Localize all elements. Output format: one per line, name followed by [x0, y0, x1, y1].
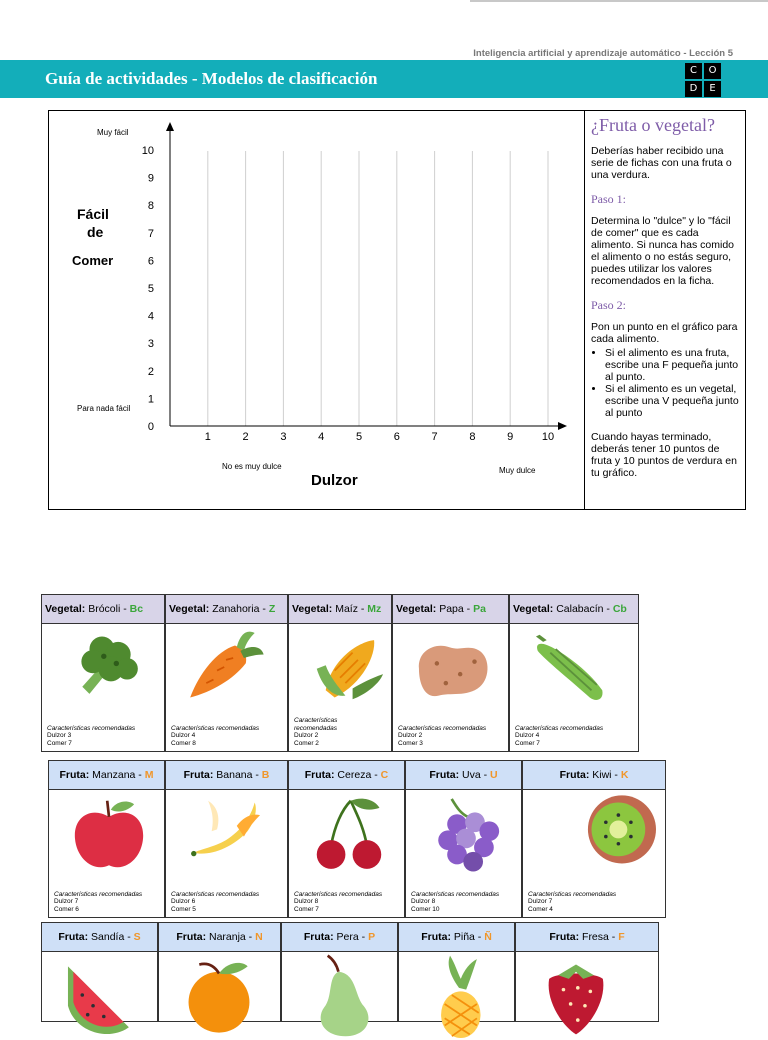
ease-value: Comer 7 [515, 739, 540, 747]
y-axis-arrow [166, 122, 174, 131]
card-food-name: Papa - [436, 603, 474, 615]
card-header [282, 923, 397, 952]
sweetness-value: Dulzor 7 [528, 898, 553, 905]
pear-icon [294, 952, 390, 1038]
card-header [289, 595, 391, 624]
recommended-label: Características recomendadas [171, 724, 260, 732]
y-tick-label: 7 [147, 227, 154, 240]
recommended-label: Características recomendadas [171, 890, 260, 898]
card-food-name: Uva - [459, 769, 491, 781]
cherry-icon [301, 790, 397, 876]
sweetness-value: Dulzor 4 [515, 732, 540, 739]
card-type: Fruta: [176, 931, 207, 943]
card-food-name: Kiwi - [589, 769, 621, 781]
step1-text: Determina lo "dulce" y lo "fácil de comer" que es cada alimento. Si nunca has comido el alimento o no estás seguro, puedes utilizar los valores recomendados en la ficha. [591, 215, 734, 287]
zucchini-icon [522, 624, 618, 710]
ease-value: Comer 4 [528, 905, 553, 913]
step2-text: Pon un punto en el gráfico para cada alimento. [591, 321, 738, 345]
card-type: Vegetal: [513, 603, 554, 615]
recommended-label: Características recomendadas [294, 890, 383, 898]
sweetness-value: Dulzor 3 [47, 732, 72, 739]
card-header [42, 923, 157, 952]
recommended-label: Características recomendadas [294, 717, 338, 732]
card-illustration [523, 790, 665, 878]
card-type: Fruta: [303, 931, 334, 943]
recommended-values [411, 891, 499, 914]
y-tick-label: 5 [147, 283, 154, 295]
card-food-name: Pera - [333, 931, 369, 943]
fruit-card [288, 760, 405, 918]
y-tick-label: 9 [147, 172, 154, 185]
logo-letter: E [704, 81, 721, 97]
x-tick-label: 7 [431, 431, 438, 443]
card-code: P [368, 931, 376, 943]
x-tick-label: 10 [541, 431, 555, 443]
card-code: S [133, 931, 141, 943]
x-tick-label: 5 [355, 431, 363, 443]
sweetness-value: Dulzor 8 [411, 898, 436, 905]
recommended-values [171, 725, 259, 748]
card-header [289, 761, 404, 790]
x-axis-title: Dulzor [311, 472, 358, 489]
card-type: Fruta: [59, 769, 90, 781]
card-header [399, 923, 514, 952]
ease-value: Comer 10 [411, 905, 440, 913]
card-header [166, 761, 287, 790]
closing-text: Cuando hayas terminado, deberás tener 10 puntos de fruta y 10 puntos de verdura en tu gráfico. [591, 431, 737, 479]
card-food-name: Naranja - [206, 931, 256, 943]
card-type: Vegetal: [292, 603, 333, 615]
kiwi-icon [565, 790, 661, 876]
card-food-name: Maíz - [332, 603, 368, 615]
step2-title: Paso 2: [591, 298, 627, 312]
card-code: Pa [473, 603, 486, 615]
recommended-values [294, 891, 382, 914]
x-tick-label: 2 [242, 431, 249, 443]
x-axis-arrow [558, 422, 567, 430]
y-high-label: Muy fácil [97, 128, 129, 137]
x-tick-label: 4 [318, 431, 325, 443]
instructions-panel [584, 111, 745, 509]
vegetable-card [509, 594, 639, 752]
x-high-label: Muy dulce [499, 466, 536, 475]
recommended-values [54, 891, 142, 914]
page-title: Guía de actividades - Modelos de clasificación [45, 69, 378, 88]
recommended-label: Características recomendadas [54, 890, 143, 898]
y-tick-label: 10 [141, 145, 154, 157]
card-code: F [618, 931, 625, 943]
y-low-label: Para nada fácil [77, 404, 131, 413]
ease-value: Comer 8 [171, 739, 196, 747]
card-code: C [380, 769, 389, 781]
top-divider [470, 0, 768, 2]
fruit-card [165, 760, 288, 918]
vegetable-card [165, 594, 288, 752]
y-tick-label: 6 [147, 255, 154, 268]
bullet-vegetable: • Si el alimento es un vegetal, escribe una V pequeña junto al punto [605, 383, 739, 419]
sweetness-value: Dulzor 4 [171, 732, 196, 739]
fruit-card [281, 922, 398, 1022]
y-tick-label: 2 [147, 365, 154, 378]
lesson-subtitle: Inteligencia artificial y aprendizaje automático - Lección 5 [473, 48, 733, 59]
bullet-fruit: • Si el alimento es una fruta, escribe una F pequeña junto al punto. [605, 347, 739, 383]
ease-value: Comer 7 [47, 739, 72, 747]
logo-letter: C [685, 63, 702, 79]
card-code: Mz [367, 603, 382, 615]
logo-letter: D [685, 81, 702, 97]
recommended-values [515, 725, 603, 748]
recommended-values [398, 725, 486, 748]
activity-panel [48, 110, 746, 510]
carrot-icon [178, 624, 274, 710]
watermelon-icon [54, 952, 150, 1038]
card-code: N [255, 931, 263, 943]
pineapple-icon [411, 952, 507, 1038]
card-food-name: Manzana - [89, 769, 145, 781]
fruit-card [405, 760, 522, 918]
code-logo [685, 63, 721, 97]
card-food-name: Piña - [450, 931, 485, 943]
ease-value: Comer 6 [54, 905, 79, 913]
food-cards [0, 590, 768, 1024]
vegetable-card-row [41, 594, 639, 752]
sweetness-value: Dulzor 7 [54, 898, 79, 905]
fruit-card [398, 922, 515, 1022]
card-code: Ñ [484, 931, 492, 943]
orange-icon [171, 952, 267, 1038]
sweetness-value: Dulzor 6 [171, 898, 196, 905]
card-illustration [282, 952, 397, 1040]
ease-value: Comer 3 [398, 739, 423, 747]
fruit-card [158, 922, 281, 1022]
card-food-name: Brócoli - [85, 603, 130, 615]
fruit-card-row-1 [48, 760, 666, 918]
card-code: Cb [612, 603, 627, 615]
card-type: Fruta: [183, 769, 214, 781]
card-food-name: Cereza - [334, 769, 381, 781]
card-food-name: Calabacín - [553, 603, 613, 615]
card-food-name: Zanahoria - [209, 603, 269, 615]
sweetness-chart [49, 111, 584, 509]
card-illustration [393, 624, 508, 712]
fruit-card [48, 760, 165, 918]
card-food-name: Sandía - [88, 931, 134, 943]
corn-icon [301, 624, 397, 710]
card-code: M [144, 769, 154, 781]
card-type: Fruta: [429, 769, 460, 781]
x-low-label: No es muy dulce [222, 462, 282, 471]
potato-icon [405, 624, 501, 710]
card-type: Fruta: [421, 931, 451, 943]
vegetable-card [392, 594, 509, 752]
card-type: Fruta: [559, 769, 590, 781]
sweetness-value: Dulzor 2 [398, 732, 423, 739]
card-illustration [406, 790, 521, 878]
broccoli-icon [54, 624, 150, 710]
sweetness-value: Dulzor 2 [294, 732, 319, 739]
card-type: Vegetal: [169, 603, 210, 615]
x-tick-label: 3 [280, 431, 287, 443]
card-illustration [42, 624, 164, 712]
card-type: Fruta: [549, 931, 580, 943]
step1-title: Paso 1: [591, 192, 627, 206]
banana-icon [178, 790, 274, 876]
card-illustration [289, 790, 404, 878]
card-food-name: Fresa - [579, 931, 619, 943]
y-tick-label: 0 [147, 421, 154, 433]
card-illustration [42, 952, 157, 1040]
card-illustration [399, 952, 514, 1040]
apple-icon [61, 790, 157, 876]
card-type: Fruta: [58, 931, 89, 943]
x-tick-label: 1 [204, 431, 211, 443]
card-header [159, 923, 280, 952]
vegetable-card [288, 594, 392, 752]
card-code: Z [268, 603, 276, 615]
y-axis-title-line1: Fácil [77, 206, 109, 222]
y-tick-label: 1 [147, 393, 154, 406]
recommended-values [528, 891, 616, 914]
ease-value: Comer 5 [171, 905, 196, 913]
logo-letter: O [704, 63, 721, 79]
card-illustration [49, 790, 164, 878]
y-axis-title-line2: de [87, 224, 104, 240]
card-illustration [166, 624, 287, 712]
card-illustration [159, 952, 280, 1040]
y-tick-label: 4 [147, 310, 154, 323]
intro-text: Deberías haber recibido una serie de fichas con una fruta o una verdura. [591, 145, 732, 181]
strawberry-icon [528, 952, 624, 1038]
fruit-card [41, 922, 158, 1022]
instructions-heading: ¿Fruta o vegetal? [591, 115, 715, 135]
card-header [523, 761, 665, 790]
recommended-label: Características recomendadas [528, 890, 617, 898]
recommended-values [47, 725, 135, 748]
fruit-card [522, 760, 666, 918]
card-header [406, 761, 521, 790]
card-code: U [490, 769, 498, 781]
card-header [42, 595, 164, 624]
y-tick-label: 3 [147, 338, 154, 351]
card-code: B [261, 769, 270, 781]
grape-icon [418, 790, 514, 876]
card-food-name: Banana - [213, 769, 262, 781]
x-tick-label: 8 [469, 431, 476, 443]
recommended-label: Características recomendadas [515, 724, 604, 732]
ease-value: Comer 2 [294, 739, 319, 747]
card-code: Bc [129, 603, 144, 615]
x-tick-label: 9 [507, 431, 514, 443]
card-type: Vegetal: [396, 603, 437, 615]
x-tick-label: 6 [393, 431, 400, 443]
recommended-label: Características recomendadas [398, 724, 487, 732]
card-header [393, 595, 508, 624]
card-header [166, 595, 287, 624]
fruit-card-row-2 [41, 922, 659, 1022]
card-type: Vegetal: [45, 603, 86, 615]
card-illustration [166, 790, 287, 878]
card-illustration [516, 952, 658, 1040]
fruit-card [515, 922, 659, 1022]
card-type: Fruta: [304, 769, 335, 781]
card-illustration [289, 624, 391, 712]
card-illustration [510, 624, 638, 712]
title-banner [0, 60, 768, 98]
recommended-label: Características recomendadas [47, 724, 136, 732]
sweetness-value: Dulzor 8 [294, 898, 319, 905]
card-code: K [620, 769, 629, 781]
recommended-values [294, 717, 374, 747]
card-header [49, 761, 164, 790]
card-header [510, 595, 638, 624]
y-axis-title-line3: Comer [72, 253, 114, 268]
y-tick-label: 8 [147, 200, 154, 213]
recommended-label: Características recomendadas [411, 890, 500, 898]
recommended-values [171, 891, 259, 914]
card-header [516, 923, 658, 952]
vegetable-card [41, 594, 165, 752]
step2-bullets [591, 347, 739, 419]
ease-value: Comer 7 [294, 905, 319, 913]
